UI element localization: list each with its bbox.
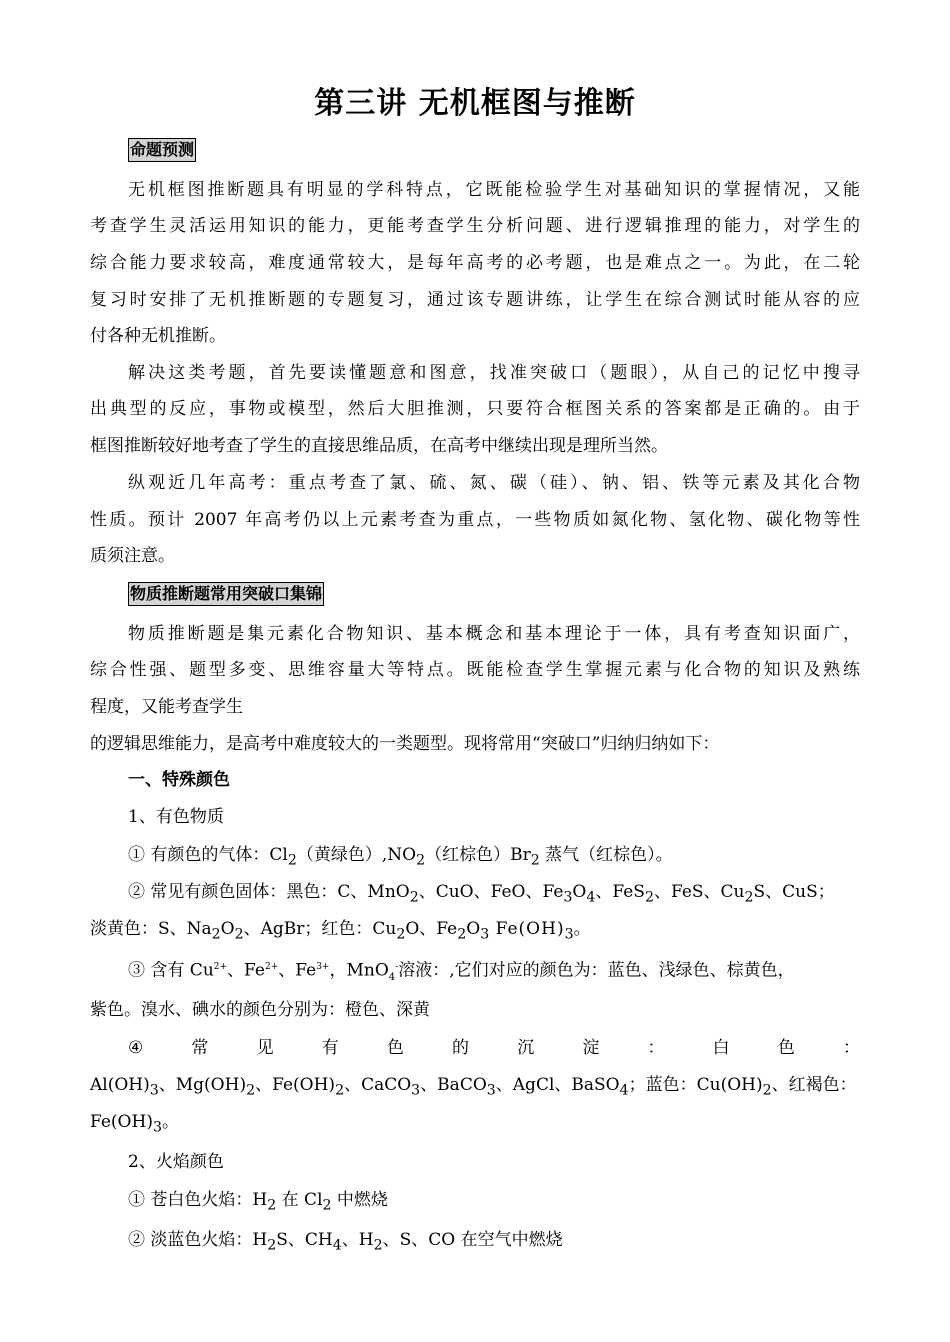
text: 、CuO、FeO、Fe	[418, 882, 564, 902]
paragraph-line: 综合性强、题型多变、思维容量大等特点。既能检查学生掌握元素与化合物的知识及熟练	[90, 660, 860, 680]
text: 常	[191, 1038, 209, 1058]
text: 、Fe(OH)	[255, 1075, 336, 1095]
text: Al(OH)	[90, 1075, 150, 1095]
paragraph-line: 的逻辑思维能力，是高考中难度较大的一类题型。现将常用“突破口”归纳归纳如下：	[90, 734, 720, 754]
text: 、H	[341, 1230, 374, 1250]
paragraph-line: 程度，又能考查学生	[90, 697, 243, 717]
subheading-special-colors: 一、特殊颜色	[128, 770, 230, 790]
text: ；蓝色：Cu(OH)	[628, 1075, 763, 1095]
text: 沉	[517, 1038, 535, 1058]
text: 、AgBr；红色：Cu	[243, 919, 397, 939]
text: 中燃烧	[331, 1190, 388, 1210]
heading-label: 物质推断题常用突破口集锦	[128, 582, 324, 606]
section-heading-breakthrough	[128, 582, 860, 606]
text: 见	[256, 1038, 274, 1058]
text: ：	[647, 1038, 665, 1058]
text: （黄绿色）,NO	[296, 845, 417, 865]
colored-ions-line-2: 紫色。溴水、碘水的颜色分别为：橙色、深黄	[90, 1000, 430, 1020]
text: 在 Cl	[276, 1190, 323, 1210]
text: 白	[712, 1038, 730, 1058]
text: ② 常见有颜色固体：黑色：C、MnO	[128, 882, 410, 902]
text: 、AgCl、BaSO	[495, 1075, 620, 1095]
paragraph-line: 纵观近几年高考：重点考查了氯、硫、氮、碳（硅）、钠、铝、铁等元素及其化合物	[128, 473, 860, 493]
heading-label: 命题预测	[128, 138, 196, 162]
text: O	[466, 919, 481, 939]
section-heading-prediction	[128, 138, 860, 162]
paragraph-line: 物质推断题是集元素化合物知识、基本概念和基本理论于一体，具有考查知识面广，	[128, 624, 860, 644]
colored-gases-line: ① 有颜色的气体：$Cl_2$（黄绿色）$,NO_2$（红棕色）$Br_2$ 蒸气（红棕色）。	[128, 845, 673, 869]
text: S、CH	[276, 1230, 333, 1250]
colored-solids-line: ② 常见有颜色固体：黑色：C、MnO$_2$、CuO、FeO、$Fe_3O_4$、FeS$_2$、FeS、$Cu_2S$、CuS；	[128, 882, 835, 906]
text: 、Mg(OH)	[158, 1075, 247, 1095]
text: 、FeS、Cu	[653, 882, 745, 902]
text: 的	[452, 1038, 470, 1058]
subheading-colored-substances: 1、有色物质	[128, 807, 224, 827]
text: ④	[128, 1038, 144, 1058]
paragraph-line: 综合能力要求较高，难度通常较大，是每年高考的必考题，也是难点之一。为此，在二轮	[90, 253, 860, 273]
text: 溶液：,它们对应的颜色为：蓝色、浅绿色、棕黄色，	[398, 960, 795, 981]
precipitates-line-2: $Fe(OH)_3$。	[90, 1112, 179, 1136]
paragraph-line: 无机框图推断题具有明显的学科特点，它既能检验学生对基础知识的掌握情况，又能	[128, 180, 860, 200]
text: ① 苍白色火焰：H	[128, 1190, 268, 1210]
text: 、S、CO 在空气中燃烧	[382, 1230, 563, 1250]
paragraph-line: 复习时安排了无机推断题的专题复习，通过该专题讲练，让学生在综合测试时能从容的应	[90, 290, 860, 310]
colored-ions-line: ③ 含有 $Cu^{2+}$、$Fe^{2+}$、$Fe^{3+}$，MnO$_4$-溶液：,它们对应的颜色为：蓝色、浅绿色、棕黄色，	[128, 960, 795, 984]
paragraph-line: 考查学生灵活运用知识的能力，更能考查学生分析问题、进行逻辑推理的能力，对学生的	[90, 216, 860, 236]
text: S、CuS；	[753, 882, 835, 902]
page-title: 第三讲 无机框图与推断	[314, 86, 636, 121]
text: 淡黄色：S、Na	[90, 919, 212, 939]
precipitates-heading-line	[128, 1036, 860, 1060]
text: 色	[777, 1038, 795, 1058]
text: 、BaCO	[420, 1075, 487, 1095]
paragraph-line: 付各种无机推断。	[90, 326, 226, 346]
paragraph-line: 质须注意。	[90, 546, 175, 566]
text: ① 有颜色的气体：Cl	[128, 845, 288, 865]
text: 。	[573, 919, 591, 939]
text: 、CaCO	[344, 1075, 412, 1095]
text: 蒸气（红棕色）。	[539, 845, 673, 865]
text: 、Fe	[278, 960, 317, 981]
flame-pale-line: ① 苍白色火焰：$H_2$ 在 $Cl_2$ 中燃烧	[128, 1190, 388, 1214]
text: 色	[386, 1038, 404, 1058]
text: ：	[842, 1038, 860, 1058]
colored-solids-line-2: 淡黄色：S、$Na_2O_2$、AgBr；红色：$Cu_2O$、$Fe_2O_3$ $Fe(OH)_3$。	[90, 919, 591, 943]
paragraph-line: 解决这类考题，首先要读懂题意和图意，找准突破口（题眼），从自己的记忆中搜寻	[128, 363, 860, 383]
paragraph-line: 出典型的反应，事物或模型，然后大胆推测，只要符合框图关系的答案都是正确的。由于	[90, 399, 860, 419]
paragraph-line: 框图推断较好地考查了学生的直接思维品质，在高考中继续出现是理所当然。	[90, 436, 668, 456]
text: 、FeS	[595, 882, 645, 902]
text: ，MnO	[329, 960, 389, 981]
text: ③ 含有 Cu	[128, 960, 214, 981]
text: Fe(OH)	[90, 1112, 153, 1132]
subheading-flame-colors: 2、火焰颜色	[128, 1152, 224, 1172]
text: （红棕色）Br	[425, 845, 531, 865]
text: 。	[161, 1112, 179, 1132]
text: O	[572, 882, 587, 902]
text: 有	[321, 1038, 339, 1058]
text: O、Fe	[405, 919, 458, 939]
text: ② 淡蓝色火焰：H	[128, 1230, 268, 1250]
text: 淀	[582, 1038, 600, 1058]
flame-blue-line: ② 淡蓝色火焰：$H_2S$、$CH_4$、$H_2$、S、CO 在空气中燃烧	[128, 1230, 563, 1254]
precipitates-line: $Al(OH)_3$、$Mg(OH)_2$、$Fe(OH)_2$、CaCO$_3$、BaCO$_3$、AgCl、BaSO$_4$；蓝色：$Cu(OH)_2$、红褐色：	[90, 1075, 857, 1099]
text: Fe(OH)	[489, 919, 565, 939]
text: 、Fe	[227, 960, 265, 981]
text: O	[220, 919, 235, 939]
text: 、红褐色：	[771, 1075, 857, 1095]
paragraph-line: 性质。预计 2007 年高考仍以上元素考查为重点，一些物质如氮化物、氢化物、碳化物等性	[90, 510, 860, 530]
